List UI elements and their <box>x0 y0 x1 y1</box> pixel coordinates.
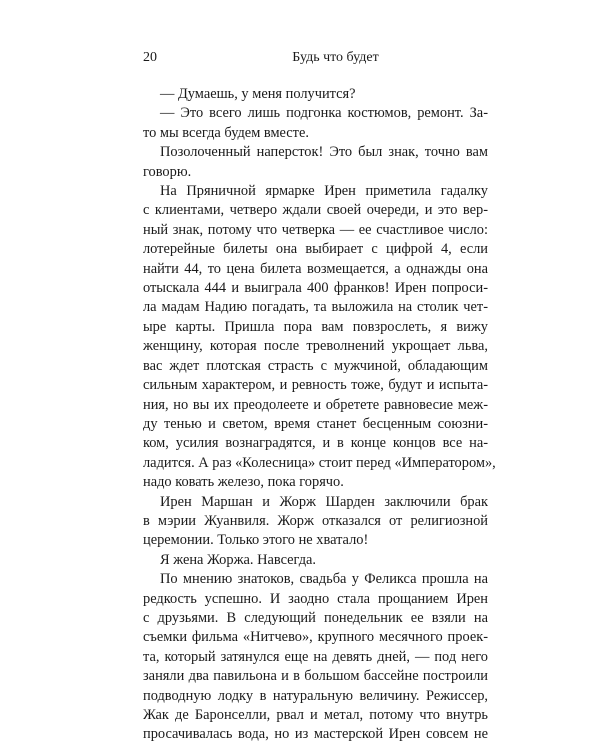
text-line: женщину, которая после треволнений укрощает льва, <box>143 338 488 355</box>
text-line: ния, но вы их преодолеете и обретете равновесие меж- <box>143 396 488 413</box>
text-line: На Пряничной ярмарке Ирен приметила гадалку <box>160 183 488 200</box>
text-line: съемки фильма «Нитчево», крупного месячного проек- <box>143 629 488 646</box>
running-head <box>143 50 488 70</box>
text-line: говорю. <box>143 163 192 180</box>
text-line: то мы всегда будем вместе. <box>143 124 309 141</box>
text-line: в мэрии Жуанвиля. Жорж отказался от религиозной <box>143 512 488 529</box>
text-line: ду тенью и светом, время станет бесценным союзни- <box>143 415 488 432</box>
text-line: с клиентами, четверо ждали своей очереди, и это вер- <box>143 202 488 219</box>
text-line: — Это всего лишь подгонка костюмов, ремонт. За- <box>160 105 488 122</box>
text-line: редкость успешно. И заодно стала прощанием Ирен <box>143 590 488 607</box>
text-line: та, который затянулся еще на девять дней, — под него <box>143 648 488 665</box>
text-line: Ирен Маршан и Жорж Шарден заключили брак <box>160 493 488 510</box>
text-line: церемонии. Только этого не хватало! <box>143 532 369 549</box>
text-line: ный знак, потому что четверка — ее счастливое число: <box>143 221 488 238</box>
text-line: отыскала 444 и выиграла 400 франков! Ирен попроси- <box>143 280 488 297</box>
text-line: подводную лодку в натуральную величину. Режиссер, <box>143 687 488 704</box>
text-line: ладится. А раз «Колесница» стоит перед «Императором», <box>143 454 496 471</box>
book-title: Будь что будет <box>292 50 379 65</box>
body-text <box>143 85 496 745</box>
text-line: Жак де Баронселли, рвал и метал, потому что внутрь <box>143 707 488 723</box>
text-line: с друзьями. В следующий понедельник ее взяли на <box>143 609 488 626</box>
text-line: По мнению знатоков, свадьба у Феликса прошла на <box>160 571 488 588</box>
text-line: надо ковать железо, пока горячо. <box>143 474 344 491</box>
text-line: найти 44, то цена билета возмещается, а однажды она <box>143 260 488 277</box>
text-line: — Думаешь, у меня получится? <box>160 86 356 102</box>
text-line: ком, усилия вознаградятся, и в конце концов все на- <box>143 435 488 452</box>
text-line: просачивалась вода, но из мастерской Ирен совсем не <box>143 726 488 743</box>
text-line: Я жена Жоржа. Навсегда. <box>160 551 317 568</box>
text-line: сильным характером, и ревность тоже, будут и испыта- <box>143 377 488 394</box>
text-line: лотерейные билеты она выбирает с цифрой 4, если <box>143 241 488 258</box>
page-number: 20 <box>143 50 157 65</box>
text-line: ыре карты. Пришла пора вам повзрослеть, я вижу <box>143 318 488 335</box>
text-line: вас ждет плотская страсть с мужчиной, обладающим <box>143 357 488 374</box>
text-line: заняли два павильона и в большом бассейне построили <box>143 668 488 685</box>
text-line: Позолоченный наперсток! Это был знак, точно вам <box>160 144 488 161</box>
text-line: ла мадам Надию погадать, та выложила на столик чет- <box>143 299 488 316</box>
